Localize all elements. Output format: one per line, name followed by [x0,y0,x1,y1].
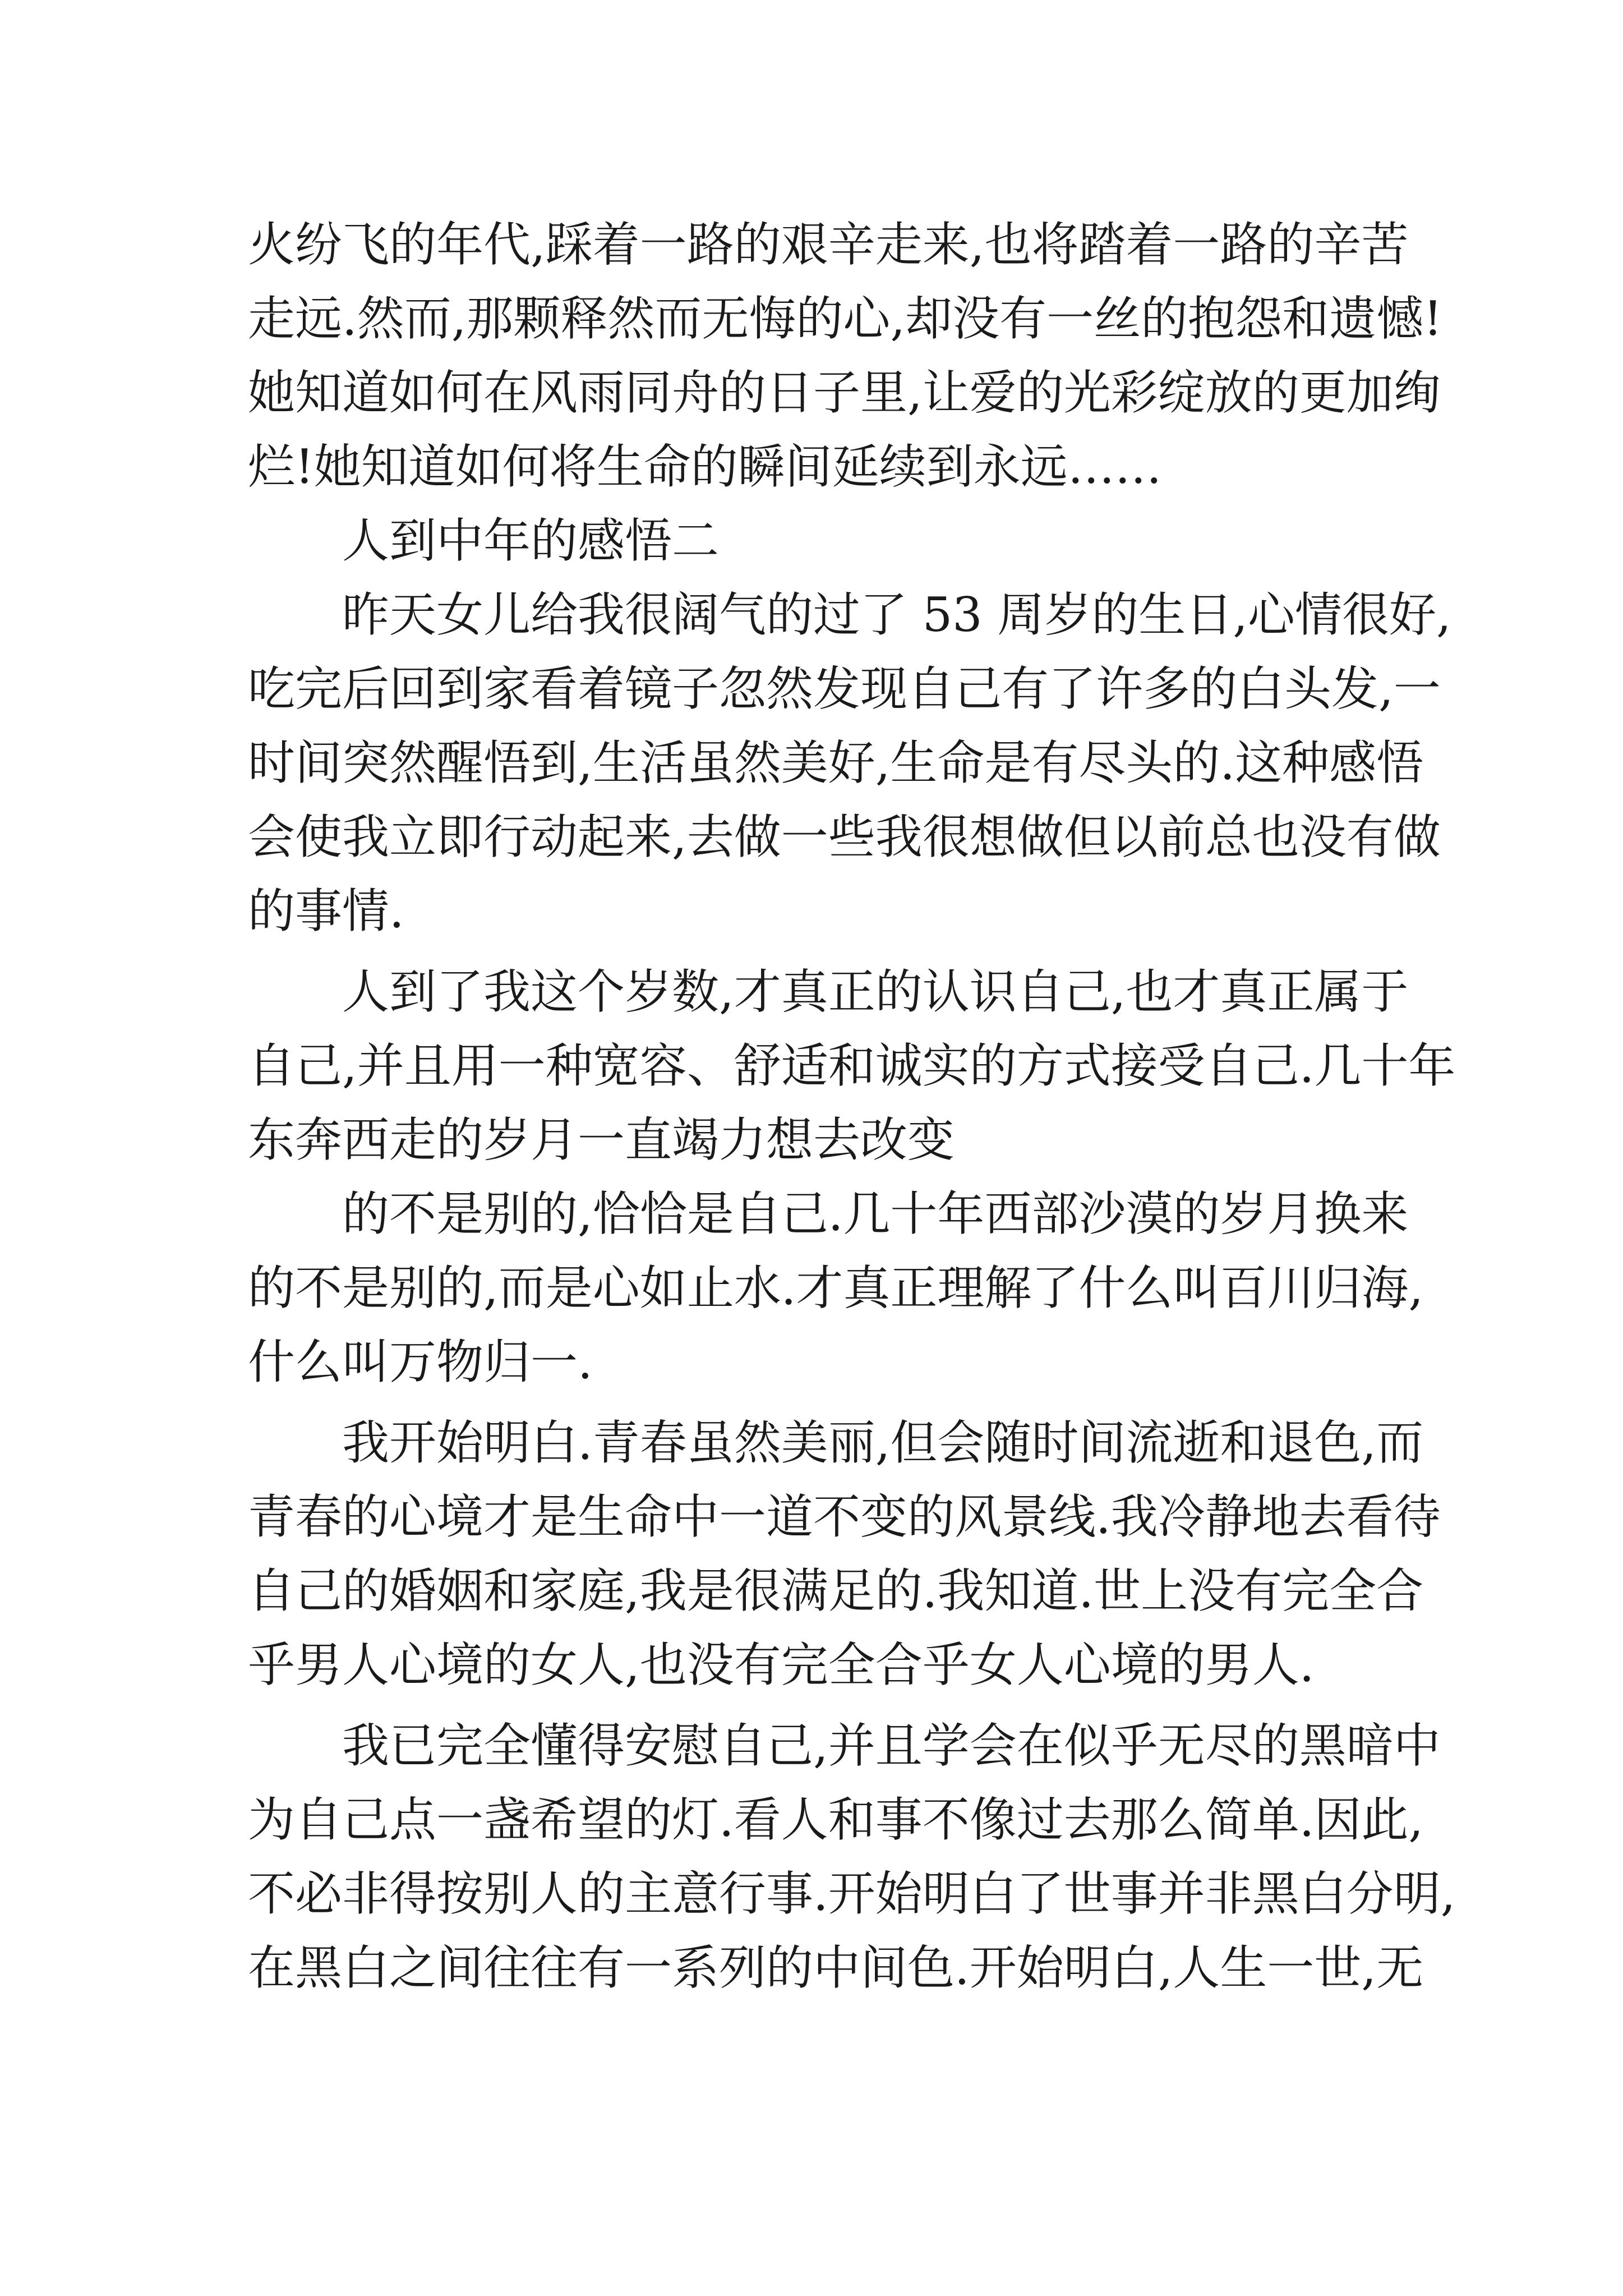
text-line: 时间突然醒悟到,生活虽然美好,生命是有尽头的.这种感悟 [248,735,1424,790]
text-line: 的不是别的,而是心如止水.才真正理解了什么叫百川归海, [248,1260,1424,1315]
text-line: 火纷飞的年代,踩着一路的艰辛走来,也将踏着一路的辛苦 [248,217,1409,272]
text-line: 什么叫万物归一. [248,1335,593,1389]
paragraph-first-line: 人到了我这个岁数,才真正的认识自己,也才真正属于 [342,964,1409,1019]
text-line: 在黑白之间往往有一系列的中间色.开始明白,人生一世,无 [248,1940,1424,1995]
paragraph-first-line: 人到中年的感悟二 [342,513,720,568]
text-line: 自己的婚姻和家庭,我是很满足的.我知道.世上没有完全合 [248,1563,1424,1618]
text-line: 走远.然而,那颗释然而无悔的心,却没有一丝的抱怨和遗憾! [248,291,1442,346]
text-line: 东奔西走的岁月一直竭力想去改变 [248,1112,955,1167]
text-line: 吃完后回到家看着镜子忽然发现自己有了许多的白头发,一 [248,661,1441,716]
paragraph-first-line: 我已完全懂得安慰自己,并且学会在似乎无尽的黑暗中 [342,1718,1441,1773]
text-line: 不必非得按别人的主意行事.开始明白了世事并非黑白分明, [248,1866,1456,1921]
text-line: 为自己点一盏希望的灯.看人和事不像过去那么简单.因此, [248,1792,1424,1847]
text-line: 自己,并且用一种宽容、舒适和诚实的方式接受自己.几十年 [248,1038,1456,1093]
text-line: 烂!她知道如何将生命的瞬间延续到永远…… [248,439,1162,494]
text-line: 青春的心境才是生命中一道不变的风景线.我冷静地去看待 [248,1489,1441,1544]
text-line: 她知道如何在风雨同舟的日子里,让爱的光彩绽放的更加绚 [248,365,1441,420]
body-text [248,208,1456,2005]
paragraph-first-line: 昨天女儿给我很阔气的过了 53 周岁的生日,心情很好, [342,587,1451,642]
text-line: 会使我立即行动起来,去做一些我很想做但以前总也没有做 [248,809,1441,864]
paragraph-first-line: 的不是别的,恰恰是自己.几十年西部沙漠的岁月换来 [342,1186,1409,1241]
paragraph-first-line: 我开始明白.青春虽然美丽,但会随时间流逝和退色,而 [342,1415,1424,1470]
text-line: 乎男人心境的女人,也没有完全合乎女人心境的男人. [248,1637,1315,1692]
text-line: 的事情. [248,884,404,938]
